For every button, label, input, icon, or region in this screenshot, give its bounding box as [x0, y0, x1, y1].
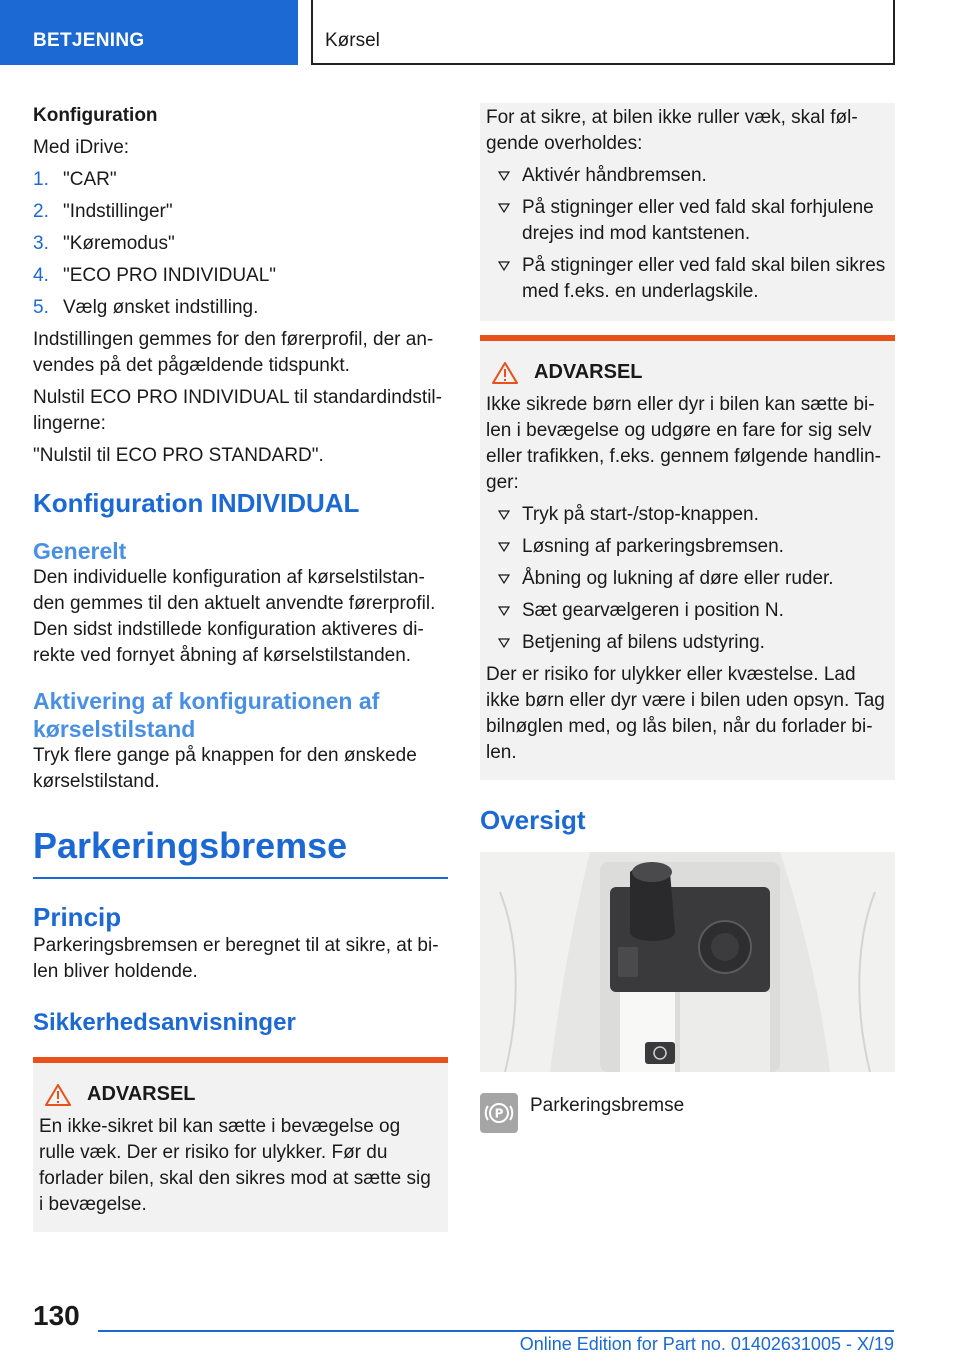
princip-text: Parkeringsbremsen er beregnet til at sikre, at bilen bliver holdende.: [33, 935, 439, 982]
header-section-tab: [0, 0, 298, 65]
reset-menu-path: "Nulstil til ECO PRO STANDARD".: [33, 445, 324, 466]
footer-divider: [98, 1330, 894, 1332]
warning-title: ADVARSEL: [534, 361, 643, 383]
list-item: 1. "CAR": [33, 169, 117, 190]
warning-text: Ikke sikrede børn eller dyr i bilen kan sætte bilen i bevægelse og udgøre en fare for sig selv eller trafikken, f.eks. gennem følgende handlinger:: [486, 394, 881, 493]
bullet-triangle-icon: [498, 510, 510, 520]
bullet-triangle-icon: [498, 203, 510, 213]
config-title: Konfiguration: [33, 105, 158, 126]
list-item: 4. "ECO PRO INDIVIDUAL": [33, 265, 277, 286]
list-item: Åbning og lukning af døre eller ruder.: [486, 566, 887, 592]
warning-after-text: Der er risiko for ulykker eller kvæstelse. Lad ikke børn eller dyr være i bilen uden opsyn. Tag bilnøglen med, og lås bilen, når du forlader bilen.: [486, 664, 885, 763]
legend-item: [480, 1093, 895, 1133]
secure-list: [486, 163, 887, 305]
list-item: 2. "Indstillinger": [33, 201, 173, 222]
secure-intro: For at sikre, at bilen ikke ruller væk, skal følgende overholdes:: [486, 107, 858, 154]
list-item: Tryk på start-/stop-knappen.: [486, 502, 887, 528]
warning-box: [480, 335, 895, 780]
parking-brake-icon: [480, 1093, 518, 1133]
heading-safety: Sikkerhedsanvisninger: [33, 1009, 296, 1036]
svg-text:P: P: [494, 1106, 504, 1121]
right-column: [480, 103, 895, 1133]
bullet-triangle-icon: [498, 171, 510, 181]
warning-text: En ikke-sikret bil kan sætte i bevægelse og rulle væk. Der er risiko for ulykker. Før du forlader bilen, skal den sikres mod at sætte sig i bevægelse.: [39, 1116, 431, 1215]
heading-parkeringsbremse: Parkeringsbremse: [33, 823, 448, 879]
footer-edition: Online Edition for Part no. 01402631005 - X/19: [519, 1334, 894, 1354]
warning-title: ADVARSEL: [87, 1083, 196, 1105]
aktivering-text: Tryk flere gange på knappen for den ønskede kørselstilstand.: [33, 745, 417, 792]
config-steps: [33, 167, 448, 321]
page-number: 130: [33, 1300, 80, 1331]
center-console-photo: [480, 852, 895, 1072]
list-item: På stigninger eller ved fald skal bilen sikres med f.eks. en underlagskile.: [486, 253, 887, 305]
left-column: [33, 103, 448, 1232]
profile-paragraph: Indstillingen gemmes for den førerprofil, der anvendes på det pågældende tidspunkt.: [33, 329, 434, 376]
bullet-triangle-icon: [498, 261, 510, 271]
header-section-label: BETJENING: [33, 30, 145, 51]
list-item: Betjening af bilens udstyring.: [486, 630, 887, 656]
heading-aktivering: Aktivering af konfigurationen af kørselstilstand: [33, 688, 380, 742]
warning-box: [33, 1057, 448, 1232]
heading-generelt: Generelt: [33, 538, 127, 564]
list-item: 5. Vælg ønsket indstilling.: [33, 297, 259, 318]
list-item: Løsning af parkeringsbremsen.: [486, 534, 887, 560]
list-item: 3. "Køremodus": [33, 233, 175, 254]
warning-triangle-icon: [45, 1084, 71, 1106]
header-chapter-box: [311, 0, 895, 65]
header-chapter-label: Kørsel: [325, 30, 380, 51]
generelt-text: Den individuelle konfiguration af kørselstilstanden gemmes til den aktuelt anvendte førerprofil. Den sidst indstillede konfiguration aktiveres direkte ved fornyet åbning af kørselstilstanden.: [33, 567, 436, 666]
warning-list: [486, 502, 887, 656]
heading-oversigt: Oversigt: [480, 805, 586, 835]
secure-box: [480, 103, 895, 321]
bullet-triangle-icon: [498, 574, 510, 584]
heading-princip: Princip: [33, 902, 122, 932]
bullet-triangle-icon: [498, 542, 510, 552]
list-item: Sæt gearvælgeren i position N.: [486, 598, 887, 624]
legend-label: Parkeringsbremse: [530, 1095, 685, 1116]
reset-paragraph: Nulstil ECO PRO INDIVIDUAL til standardindstillingerne:: [33, 387, 442, 434]
warning-triangle-icon: [492, 362, 518, 384]
bullet-triangle-icon: [498, 638, 510, 648]
list-item: Aktivér håndbremsen.: [486, 163, 887, 189]
heading-individual: Konfiguration INDIVIDUAL: [33, 488, 360, 518]
bullet-triangle-icon: [498, 606, 510, 616]
config-intro: Med iDrive:: [33, 137, 130, 158]
list-item: På stigninger eller ved fald skal forhjulene drejes ind mod kantstenen.: [486, 195, 887, 247]
